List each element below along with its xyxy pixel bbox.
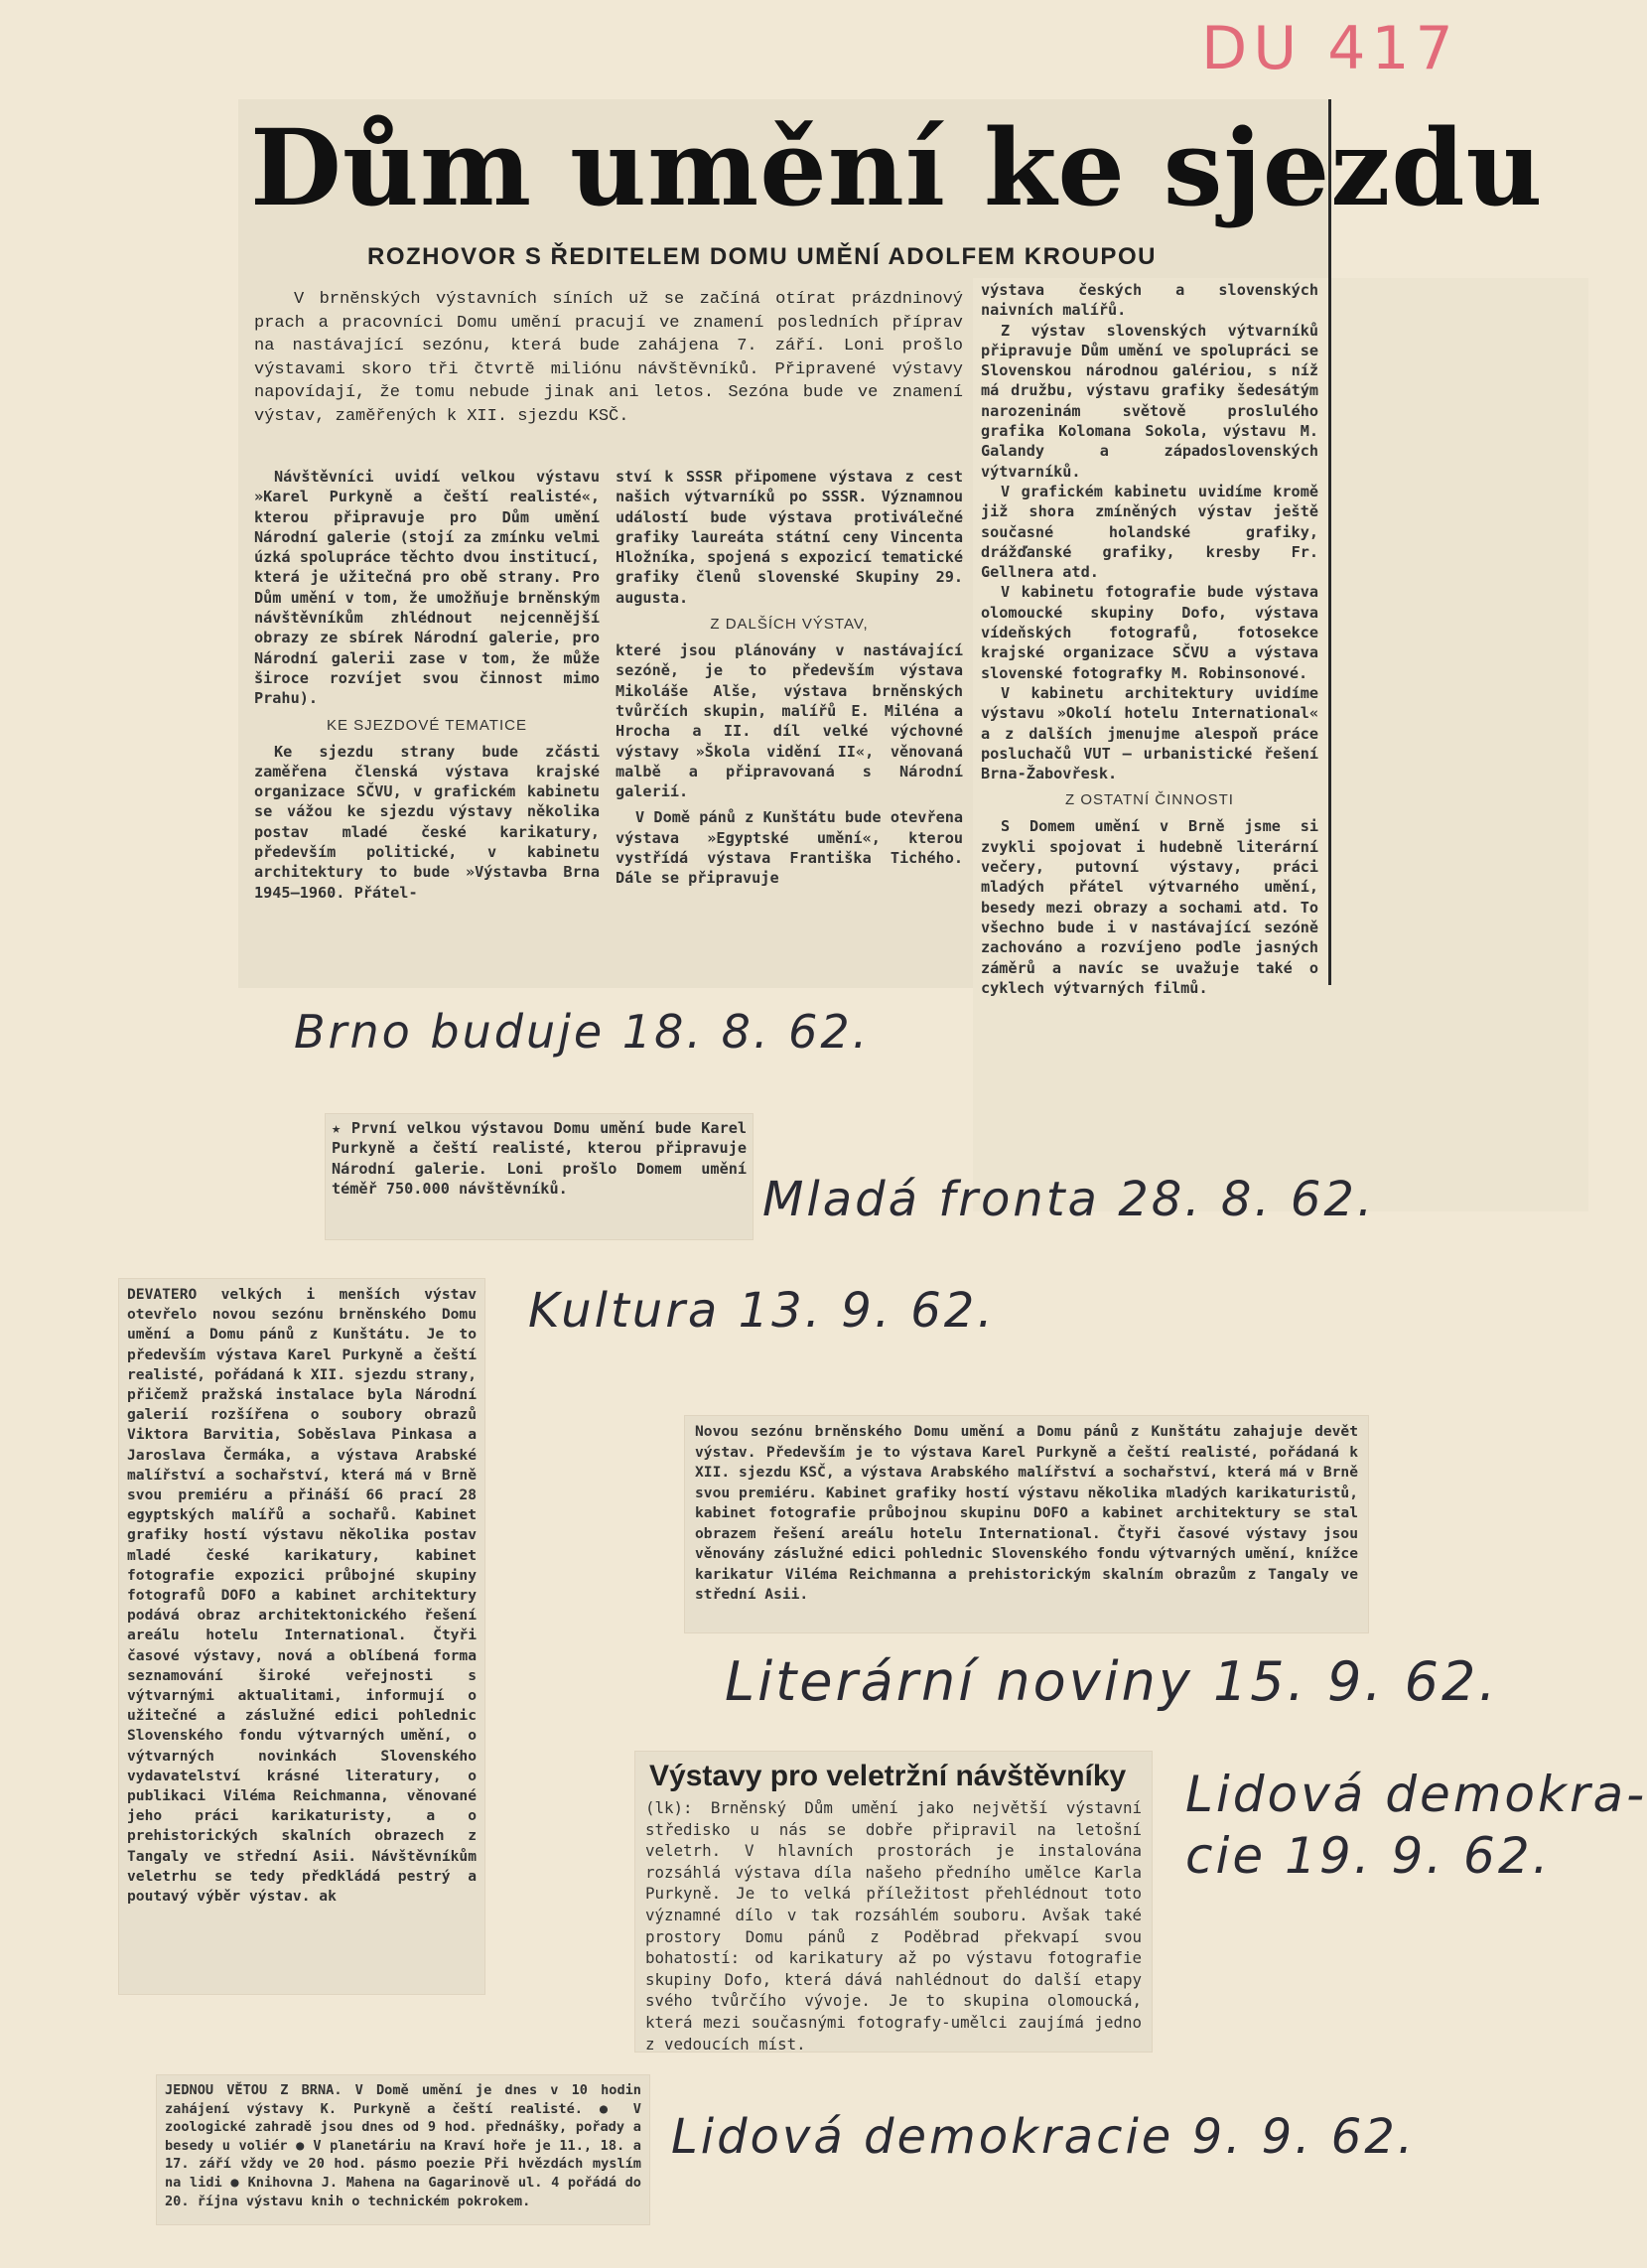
- col3-subheading: Z OSTATNÍ ČINNOSTI: [1065, 791, 1234, 809]
- clip-lidova-demokracie-2: [157, 2075, 649, 2224]
- source-brno-buduje: Brno buduje 18. 8. 62.: [294, 1005, 871, 1059]
- subtitle: ROZHOVOR S ŘEDITELEM DOMU UMĚNÍ ADOLFEM KROUPOU: [367, 243, 1157, 270]
- clip-literarni-noviny: [685, 1416, 1368, 1632]
- clip-kultura-text: DEVATERO velkých i menších výstav otevřelo novou sezónu brněnského Domu umění a Domu pánů z Kunštátu. Je to především výstava Karel Purkyně a čeští realisté, pořádaná k XII. sjezdu strany, přičemž pražská instalace byla Národní galerií rozšířena o soubory obrazů Viktora Barvitia, Soběslava Pinkasa a Jaroslava Čermáka, a výstava Arabské malířství a sochařství, která má v Brně svou premiéru a přináší 66 prací 28 egyptských malířů a sochařů. Kabinet grafiky hostí výstavu několika postav mladé české karikatury, kabinet fotografie expozici průbojné skupiny fotografů DOFO a kabinet architektury podává obraz architektonického řešení areálu hotelu International. Čtyři časové výstavy, nová a oblíbená forma seznamování široké veřejnosti s výtvarnými aktualitami, informují o užitečné a záslužné edici pohlednic Slovenského fondu výtvarných umění, o výtvarných novinkách Slovenského vydavatelství krásné literatury, o publikaci Viléma Reichmanna, věnované jeho práci karikaturisty, a o prehistorických skalních obrazech z Tangaly ve střední Asii. Návštěvníkům veletrhu se tedy předkládá pestrý a poutavý výběr výstav. ak: [127, 1286, 477, 1906]
- col3-paragraph-b: Z výstav slovenských výtvarníků připravuje Dům umění ve spolupráci se Slovenskou národnou galériou, s níž má družbu, výstavu grafiky šedesátým narozeninám světově proslulého grafika Kolomana Sokola, výstavu M. Galandy a západoslovenských výtvarníků.: [981, 321, 1318, 481]
- col3-paragraph-f: S Domem umění v Brně jsme si zvykli spojovat i hudebně literární večery, putovní výstavy, práci mladých přátel výtvarného umění, besedy mezi obrazy a sochami atd. To všechno bude i v nastávající sezóně zachováno a rozvíjeno podle jasných záměrů a navíc se uvažuje také o cyklech výtvarných filmů.: [981, 817, 1318, 997]
- source-kultura: Kultura 13. 9. 62.: [528, 1283, 996, 1339]
- col3-paragraph-c: V grafickém kabinetu uvidíme kromě již shora zmíněných výstav ještě současné holandské grafiky, drážďanské grafiky, kresby Fr. Gellnera atd.: [981, 482, 1318, 582]
- clip-mlada-fronta-text: ★ První velkou výstavou Domu umění bude Karel Purkyně a čeští realisté, kterou připravuje Národní galerie. Loni prošlo Domem umění téměř 750.000 návštěvníků.: [332, 1119, 747, 1198]
- source-mlada-fronta: Mladá fronta 28. 8. 62.: [762, 1172, 1376, 1227]
- col3-paragraph-d: V kabinetu fotografie bude výstava olomoucké skupiny Dofo, výstava vídeňských fotografů, fotosekce krajské organizace SČVU a výstava slovenské fotografky M. Robinsonové.: [981, 583, 1318, 682]
- clip-lidova-2-text: JEDNOU VĚTOU Z BRNA. V Domě umění je dnes v 10 hodin zahájení výstavy K. Purkyně a čeští realisté. ● V zoologické zahradě jsou dnes od 9 hod. přednášky, pořady a besedy u voliér ● V planetáriu na Kraví hoře je 11., 18. a 17. září vždy ve 20 hod. pásmo poezie Při hvězdách myslím na lidi ● Knihovna J. Mahena na Gagarinově ul. 4 pořádá do 20. října výstavu knih o technickém pokrokem.: [165, 2082, 641, 2209]
- col2-paragraph-c: V Domě pánů z Kunštátu bude otevřena výstava »Egyptské umění«, kterou vystřídá výstava Františka Tichého. Dále se připravuje: [616, 808, 963, 888]
- lead-paragraph: V brněnských výstavních síních už se začíná otírat prázdninový prach a pracovníci Domu umění pracují ve znamení posledních příprav na nastávající sezónu, která bude zahájena 7. září. Loni prošlo výstavami skoro tři čtvrtě miliónu návštěvníků. Připravené výstavy napovídají, že tomu nebude jinak ani letos. Sezóna bude ve znamení výstav, zaměřených k XII. sjezdu KSČ.: [254, 290, 963, 426]
- archive-code: DU 417: [1201, 14, 1459, 83]
- col3-paragraph-a: výstava českých a slovenských naivních malířů.: [981, 281, 1318, 320]
- source-lidova-demokracie-1-line2: cie 19. 9. 62.: [1185, 1827, 1552, 1885]
- main-article-clipping: [238, 99, 1544, 997]
- clip-literarni-text: Novou sezónu brněnského Domu umění a Domu pánů z Kunštátu zahajuje devět výstav. Především je to výstava Karel Purkyně a čeští realisté, pořádaná k XII. sjezdu KSČ, a výstava Arabského malířství a sochařství, která má v Brně svou premiéru. Kabinet grafiky hostí výstavu několika mladých karikaturistů, kabinet fotografie průbojnou skupinu DOFO a kabinet architektury se stal obrazem řešení areálu hotelu International. Čtyři časové výstavy jsou věnovány záslužné edici pohlednic Slovenského fondu výtvarných umění, knížce karikatur Viléma Reichmanna a prehistorickým skalním obrazům z Tangaly ve střední Asii.: [695, 1423, 1358, 1603]
- source-literarni-noviny: Literární noviny 15. 9. 62.: [725, 1650, 1499, 1713]
- clip-kultura: [119, 1279, 484, 1994]
- source-lidova-demokracie-1-line1: Lidová demokra-: [1185, 1766, 1647, 1823]
- clip-lidova-1-headline: Výstavy pro veletržní návštěvníky: [649, 1760, 1127, 1792]
- col3-paragraph-e: V kabinetu architektury uvidíme výstavu »Okolí hotelu International« a z dalších jmenujme alespoň práce posluchačů VUT — urbanistické řešení Brna-Žabovřesk.: [981, 683, 1318, 783]
- col2-paragraph-b: které jsou plánovány v nastávající sezóně, je to především výstava Mikoláše Alše, výstava brněnských tvůrčích skupin, malířů E. Miléna a Hrocha a II. díl velké výchovné výstavy »Škola vidění II«, věnovaná malbě a připravovaná s Národní galerií.: [616, 641, 963, 801]
- clip-lidova-demokracie-1: [635, 1752, 1152, 2052]
- col2-paragraph-a: ství k SSSR připomene výstava z cest našich výtvarníků po SSSR. Významnou událostí bude výstava protiválečné grafiky laureáta státní ceny Vincenta Hložníka, spojená s expozicí tematické grafiky členů slovenské Skupiny 29. augusta.: [616, 468, 963, 607]
- clip-lidova-1-text: (lk): Brněnský Dům umění jako největší výstavní středisko u nás se dobře připravil na letošní veletrh. V hlavních prostorách je instalována rozsáhlá výstava díla našeho předního umělce Karla Purkyně. Je to velká příležitost přehlédnout toto významné dílo v tak rozsáhlém souboru. Avšak také prostory Domu pánů z Poděbrad překvapí svou bohatostí: od karikatury až po výstavu fotografie skupiny Dofo, která dává nahlédnout do další etapy svého tvůrčího vývoje. Je to skupina olomoucká, která mezi současnými fotografy-umělci zaujímá jedno z vedoucích míst.: [645, 1798, 1142, 2054]
- clip-mlada-fronta: [326, 1114, 753, 1239]
- col2-subheading: Z DALŠÍCH VÝSTAV,: [710, 616, 869, 634]
- col1-paragraph-b: Ke sjezdu strany bude zčásti zaměřena členská výstava krajské organizace SČVU, v grafickém kabinetu se vážou ke sjezdu výstavy několika postav mladé české karikatury, především politické, v kabinetu architektury to bude »Výstavba Brna 1945—1960. Přátel-: [254, 742, 600, 902]
- source-lidova-demokracie-2: Lidová demokracie 9. 9. 62.: [671, 2109, 1417, 2165]
- col1-subheading: KE SJEZDOVÉ TEMATICE: [327, 716, 527, 734]
- headline: Dům umění ke sjezdu: [250, 105, 1544, 229]
- col1-paragraph-a: Návštěvníci uvidí velkou výstavu »Karel Purkyně a čeští realisté«, kterou připravuje pro Dům umění Národní galerie (stojí za zmínku velmi úzká spolupráce těchto dvou institucí, která je užitečná pro obě strany. Pro Dům umění v tom, že umožňuje brněnským návštěvníkům zhlédnout nejcennější obrazy ze sbírek Národní galerie, pro Národní galerii zase v tom, že může široce rozvíjet svou činnost mimo Prahu).: [254, 468, 600, 708]
